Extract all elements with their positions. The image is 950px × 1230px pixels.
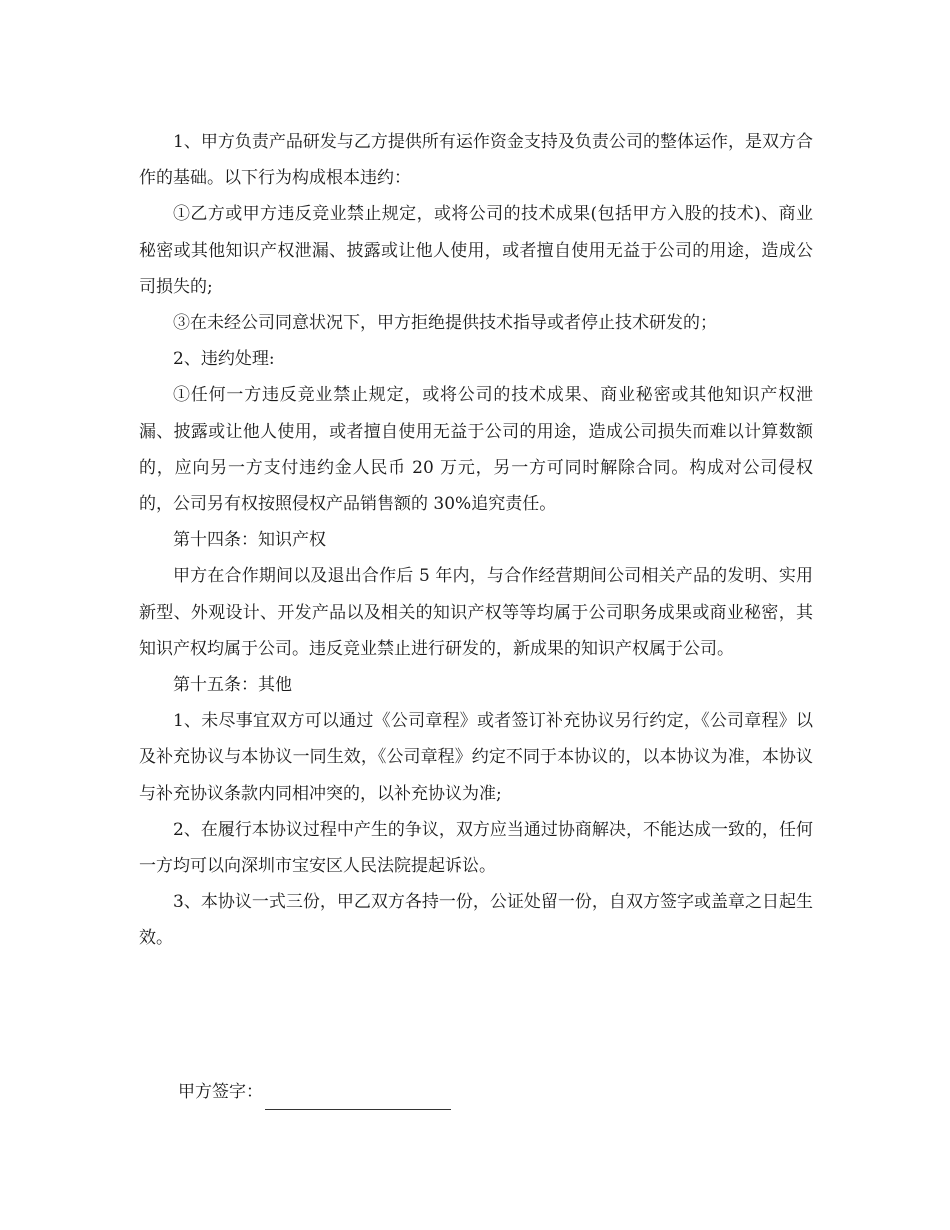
paragraph-breach-item-1: ①乙方或甲方违反竞业禁止规定，或将公司的技术成果(包括甲方入股的技术)、商业秘密或其他知识产权泄漏、披露或让他人使用，或者擅自使用无益于公司的用途，造成公司损失的; [139, 204, 813, 297]
paragraph-breach-item-3: ③在未经公司同意状况下，甲方拒绝提供技术指导或者停止技术研发的； [173, 313, 717, 334]
paragraph-breach-basis: 1、甲方负责产品研发与乙方提供所有运作资金支持及负责公司的整体运作，是双方合作的基础。以下行为构成根本违约： [139, 132, 813, 189]
paragraph-other-item-2: 2、在履行本协议过程中产生的争议，双方应当通过协商解决，不能达成一致的，任何一方均可以向深圳市宝安区人民法院提起诉讼。 [139, 819, 813, 877]
paragraph-other-item-3: 3、本协议一式三份，甲乙双方各持一份，公证处留一份，自双方签字或盖章之日起生效。 [139, 892, 813, 949]
article-14-heading: 第十四条：知识产权 [173, 530, 326, 551]
paragraph-other-item-1: 1、未尽事宜双方可以通过《公司章程》或者签订补充协议另行约定，《公司章程》以及补充协议与本协议一同生效，《公司章程》约定不同于本协议的，以本协议为准，本协议与补充协议条款内同相冲突的，以补充协议为准; [139, 711, 813, 804]
signature-block [178, 1074, 451, 1110]
signature-label: 甲方签字： [178, 1082, 263, 1102]
signature-line [265, 1085, 451, 1110]
paragraph-breach-handling-heading: 2、违约处理: [173, 349, 275, 370]
document-body [139, 124, 813, 957]
paragraph-ip-clause: 甲方在合作期间以及退出合作后 5 年内，与合作经营期间公司相关产品的发明、实用新型、外观设计、开发产品以及相关的知识产权等等均属于公司职务成果或商业秘密，其知识产权均属于公司。违反竞业禁止进行研发的，新成果的知识产权属于公司。 [139, 566, 813, 659]
paragraph-breach-handling-item-1: ①任何一方违反竞业禁止规定，或将公司的技术成果、商业秘密或其他知识产权泄漏、披露或让他人使用，或者擅自使用无益于公司的用途，造成公司损失而难以计算数额的，应向另一方支付违约金人民币 20 万元，另一方可同时解除合同。构成对公司侵权的，公司另有权按照侵权产品销售额的 30%追究责任。 [139, 385, 813, 515]
article-15-heading: 第十五条：其他 [173, 675, 292, 696]
